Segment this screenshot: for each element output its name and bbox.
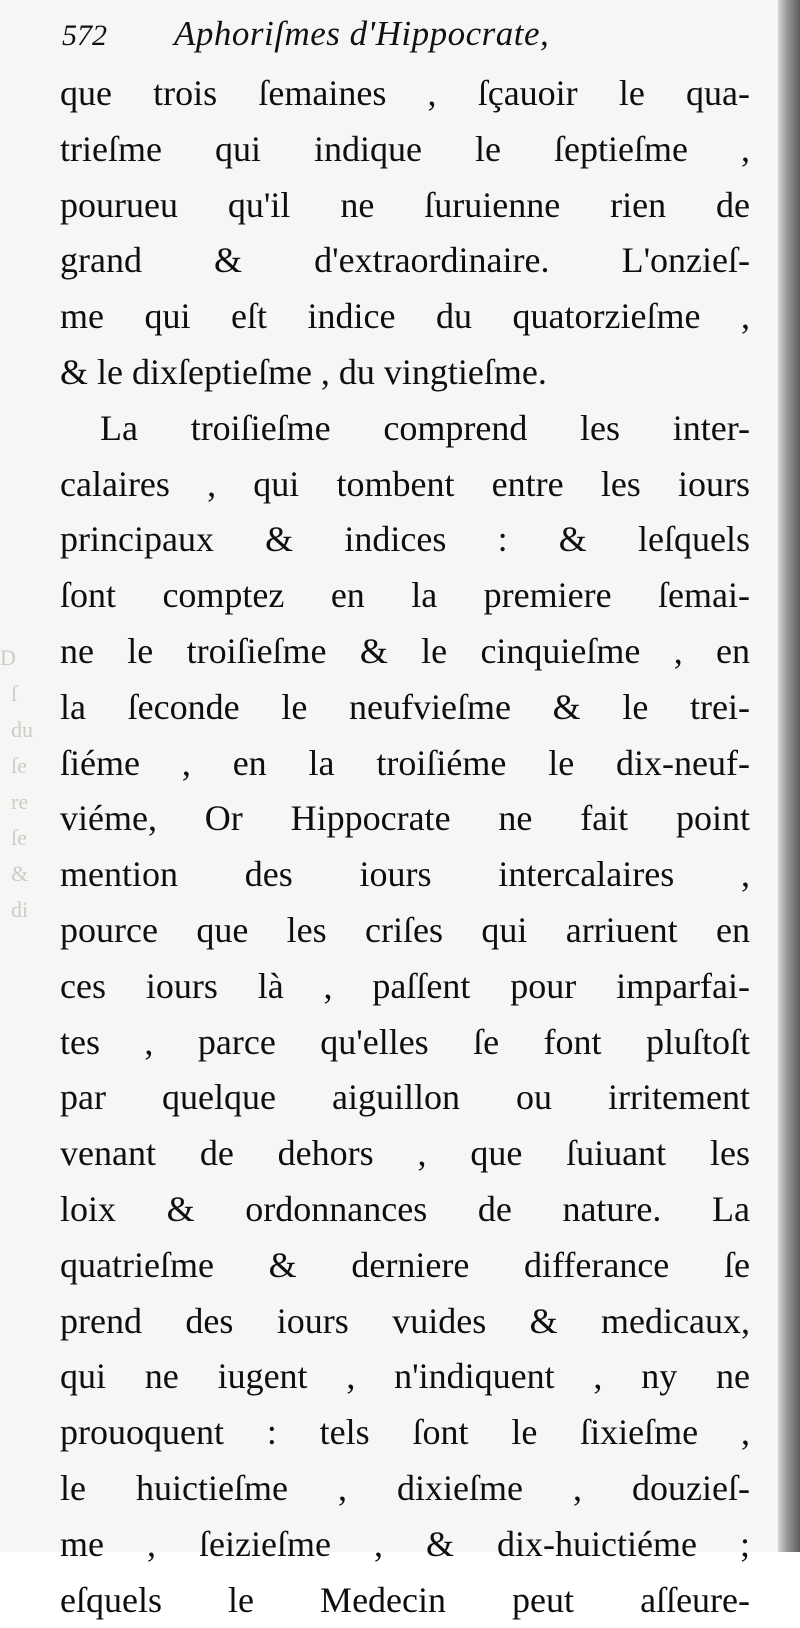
text-line: mention des iours intercalaires , — [60, 854, 750, 895]
bleed-through-text: D ſ du ſe re ſe & di — [0, 645, 33, 922]
text-line: principaux & indices : & leſquels — [60, 519, 750, 560]
text-line: prouoquent : tels ſont le ſixieſme , — [60, 1412, 750, 1453]
text-line: trieſme qui indique le ſeptieſme , — [60, 128, 750, 169]
page-header — [62, 14, 762, 62]
text-line: me qui eſt indice du quatorzieſme , — [60, 296, 750, 337]
text-line: viéme, Or Hippocrate ne fait point — [60, 798, 750, 839]
text-line: qui ne iugent , n'indiquent , ny ne — [60, 1356, 750, 1397]
text-line: pourueu qu'il ne ſuruienne rien de — [60, 184, 750, 225]
text-line: grand & d'extraordinaire. L'onzieſ- — [60, 240, 750, 281]
text-line: prend des iours vuides & medicaux, — [60, 1300, 750, 1341]
text-line: ſiéme , en la troiſiéme le dix-neuf- — [60, 742, 750, 783]
text-line: tes , parce qu'elles ſe font pluſtoſt — [60, 1021, 750, 1062]
text-line: ces iours là , paſſent pour imparfai- — [60, 965, 750, 1006]
text-line: calaires , qui tombent entre les iours — [60, 463, 750, 504]
text-line: & le dixſeptieſme , du vingtieſme. — [60, 351, 547, 392]
text-line: la ſeconde le neufvieſme & le trei- — [60, 686, 750, 727]
page-number: 572 — [62, 19, 107, 52]
text-line: que trois ſemaines , ſçauoir le qua- — [60, 73, 750, 113]
running-head: Aphoriſmes d'Hippocrate, — [174, 14, 550, 53]
body-text — [60, 66, 750, 1628]
text-line: par quelque aiguillon ou irritement — [60, 1077, 750, 1118]
text-line: le huictieſme , dixieſme , douzieſ- — [60, 1467, 750, 1508]
binding-edge — [778, 0, 800, 1552]
text-line: eſquels le Medecin peut aſſeure- — [60, 1579, 750, 1620]
text-line: quatrieſme & derniere differance ſe — [60, 1244, 750, 1285]
text-line: loix & ordonnances de nature. La — [60, 1188, 750, 1229]
paragraph-start-line: La troiſieſme comprend les inter- — [100, 407, 750, 448]
text-line: venant de dehors , que ſuiuant les — [60, 1133, 750, 1174]
text-line: ſont comptez en la premiere ſemai- — [60, 575, 750, 616]
text-line: pource que les criſes qui arriuent en — [60, 909, 750, 950]
text-line: me , ſeizieſme , & dix-huictiéme ; — [60, 1523, 750, 1564]
text-line: ne le troiſieſme & le cinquieſme , en — [60, 630, 750, 671]
